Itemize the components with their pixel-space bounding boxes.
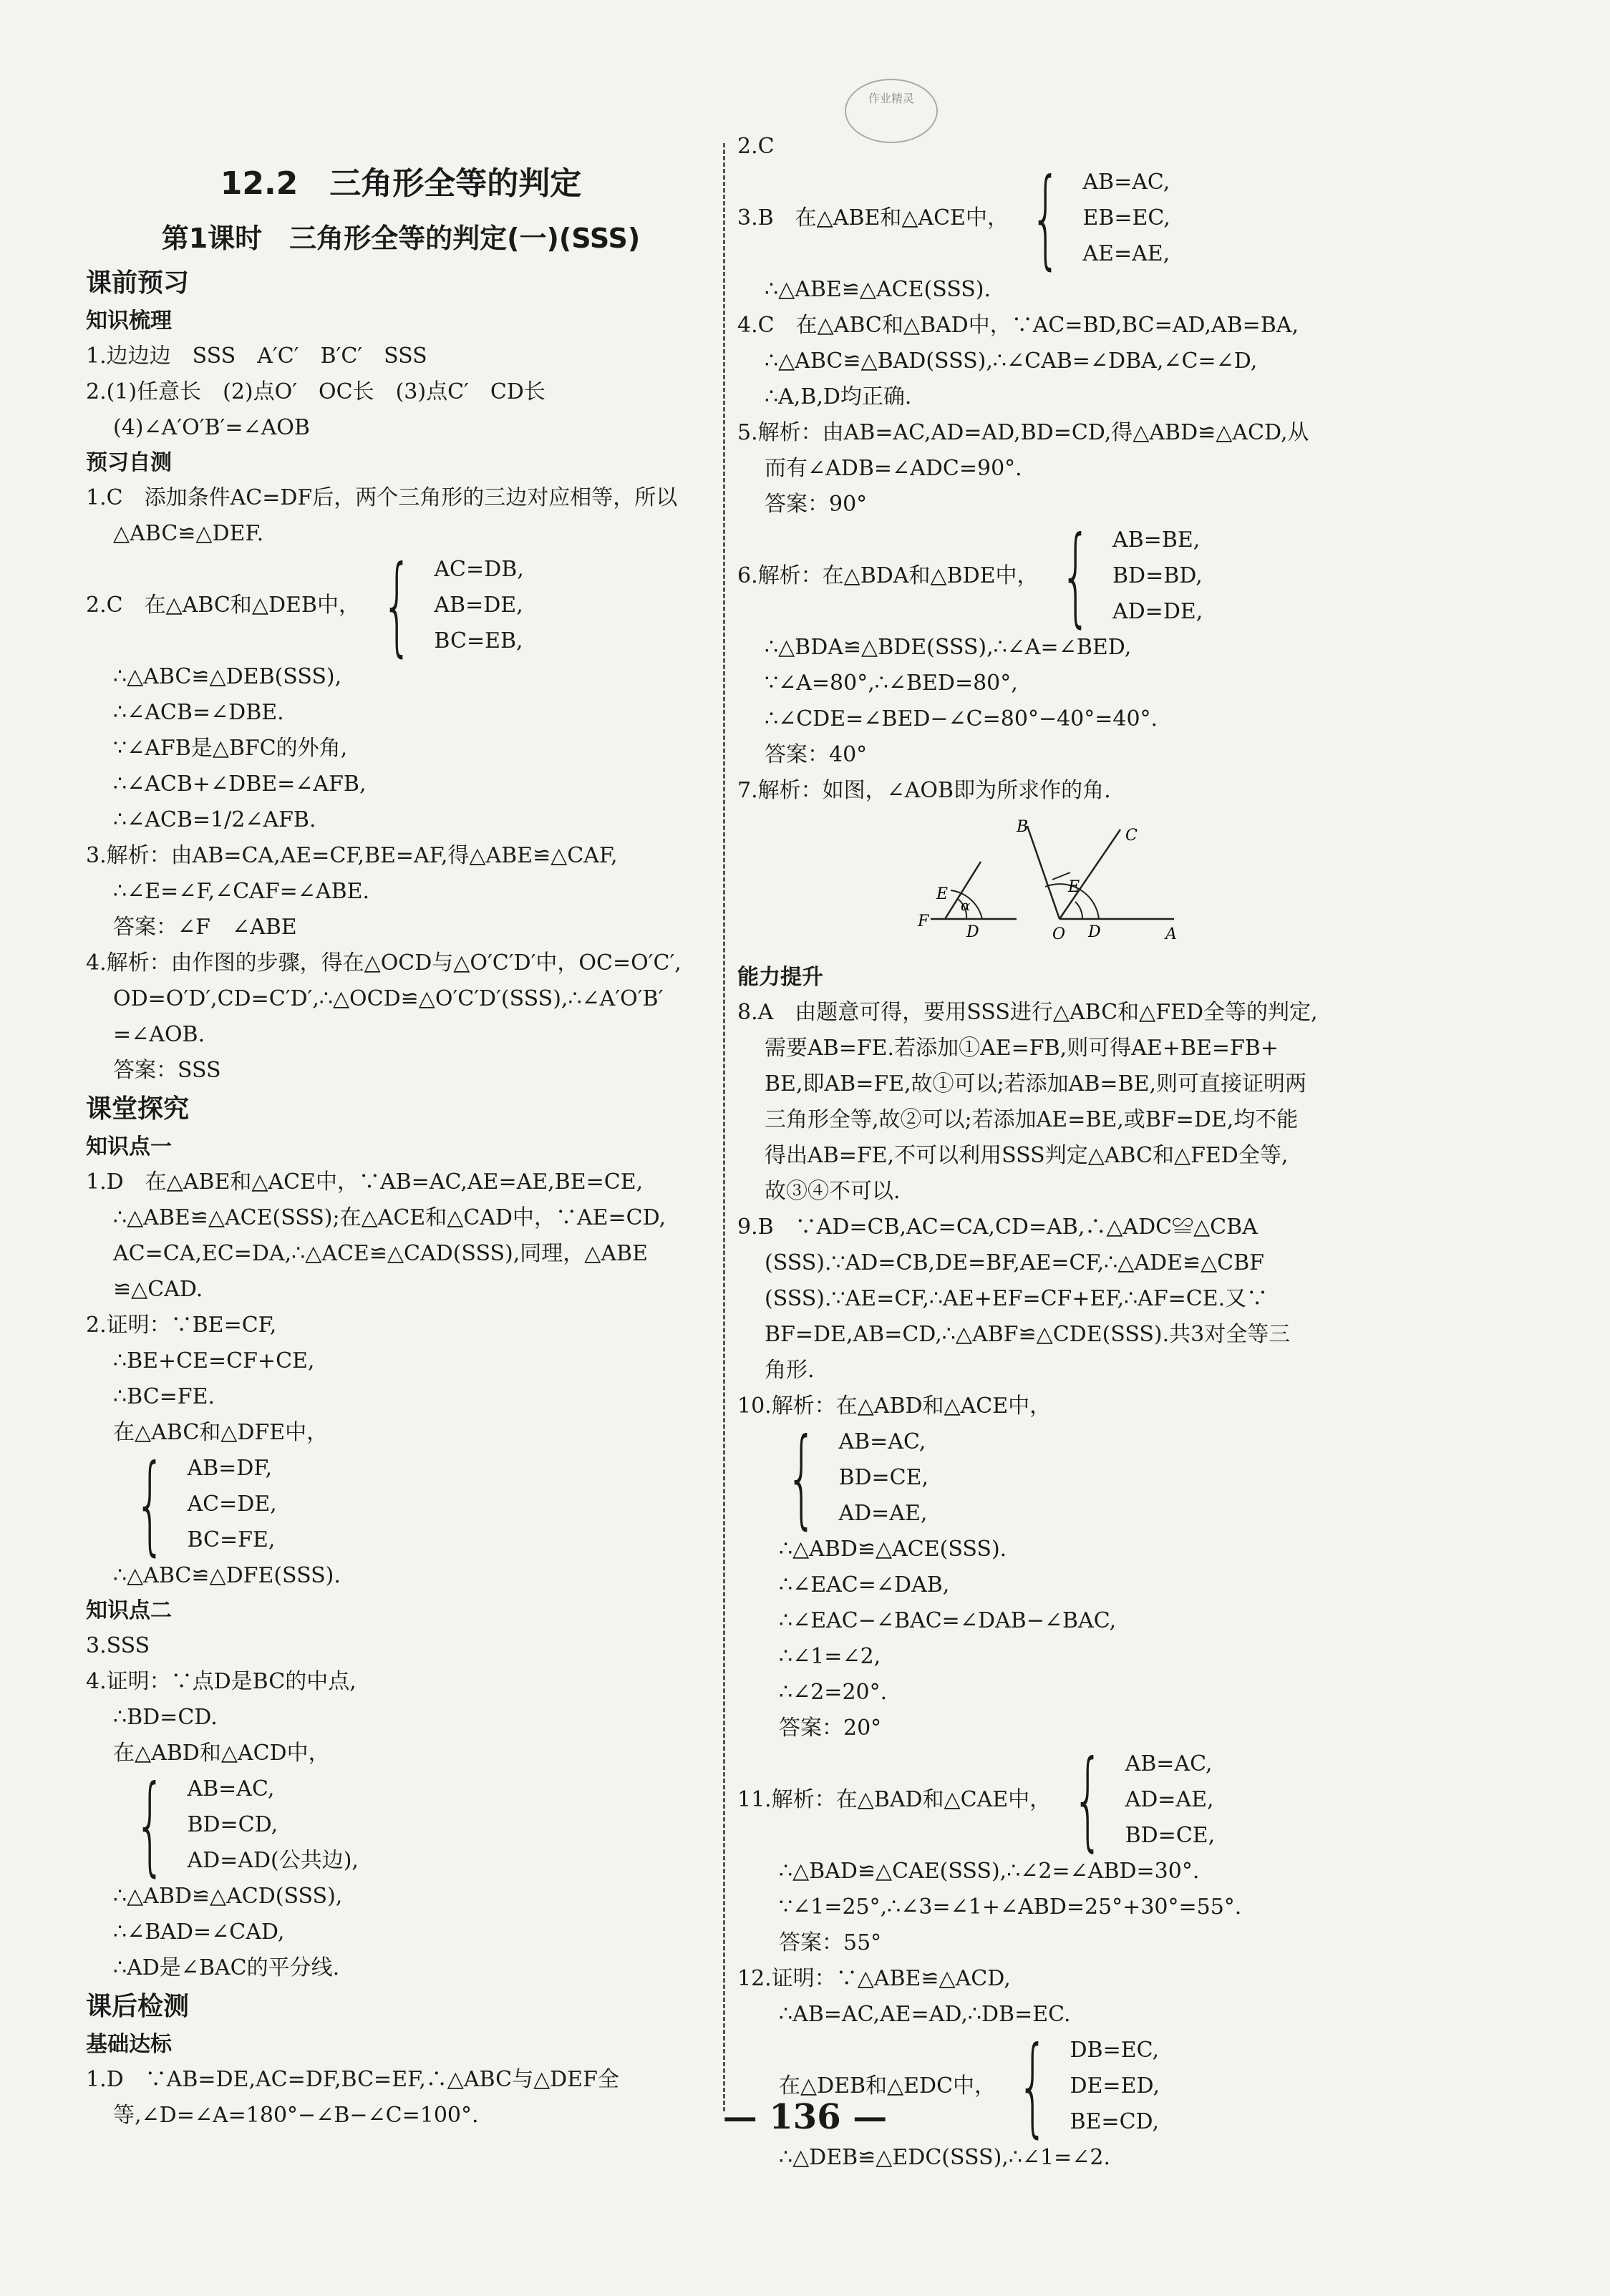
equation: BD=CE, [838, 1465, 929, 1490]
figure-line [1027, 826, 1059, 919]
figure-label: E [936, 885, 949, 903]
text-line: (4)∠A′O′B′=∠AOB [113, 415, 310, 440]
brace-icon: { [1030, 156, 1062, 281]
equation-system [86, 1763, 716, 1887]
figure-label: F [918, 913, 929, 930]
equation: AB=AC, [1082, 170, 1170, 195]
equation: BC=FE, [187, 1527, 276, 1552]
figure-label: C [1125, 827, 1138, 845]
text-line: ∴∠CDE=∠BED−∠C=80°−40°=40°. [765, 706, 1158, 731]
figure-label: O [1052, 925, 1066, 943]
text-line: 1.D ∵AB=DE,AC=DF,BC=EF,∴△ABC与△DEF全 [86, 2067, 619, 2092]
brace-icon: { [1059, 514, 1091, 638]
equation: AC=DB, [434, 557, 524, 582]
page-number: — 136 — [722, 2097, 888, 2137]
text-line: ∴△ABE≌△ACE(SSS). [765, 277, 991, 302]
text-line: BE,即AB=FE,故①可以;若添加AB=BE,则可直接证明两 [765, 1071, 1307, 1096]
text-line: 得出AB=FE,不可以利用SSS判定△ABC和△FED全等, [765, 1143, 1289, 1168]
column-divider [723, 143, 725, 2111]
text-line: 角形. [765, 1358, 815, 1383]
equation: DB=EC, [1070, 2038, 1160, 2063]
brace-icon: { [135, 1763, 166, 1887]
left-column [86, 129, 716, 2134]
text-line: ∴A,B,D均正确. [765, 384, 912, 409]
text-line: 1.C 添加条件AC=DF后，两个三角形的三边对应相等，所以 [86, 485, 678, 510]
text-line: 3.解析：由AB=CA,AE=CF,BE=AF,得△ABE≌△CAF, [86, 843, 618, 868]
equation-system [86, 543, 716, 668]
equation: AB=BE, [1112, 527, 1201, 553]
text-line: 12.证明：∵△ABE≌△ACD, [737, 1966, 1011, 1991]
text-line: 3.SSS [86, 1633, 150, 1658]
figure-label: D [966, 923, 979, 941]
equation-system [737, 514, 1453, 638]
figure-label: A [1165, 925, 1177, 943]
figure-line [1059, 830, 1120, 919]
text-line: ∴BD=CD. [113, 1705, 218, 1730]
text-line: 8.A 由题意可得，要用SSS进行△ABC和△FED全等的判定, [737, 1000, 1318, 1025]
equation: BD=CD, [187, 1812, 278, 1837]
heading-selftest: 预习自测 [86, 450, 172, 475]
text-line: (SSS).∵AE=CF,∴AE+EF=CF+EF,∴AF=CE.又∵ [765, 1286, 1269, 1311]
equation: AB=AC, [187, 1776, 275, 1801]
answer-line: 答案：∠F ∠ABE [113, 915, 297, 940]
equation: AD=AE, [1125, 1787, 1214, 1812]
text-line: 2.C 在△ABC和△DEB中， [86, 593, 360, 618]
equation-system [737, 156, 1453, 281]
text-line: △ABC≌△DEF. [113, 521, 264, 546]
watermark-stamp: 作业精灵 [845, 79, 938, 143]
text-line: ≌△CAD. [113, 1277, 203, 1302]
answer-line: 答案：SSS [113, 1058, 221, 1083]
text-line: 1.D 在△ABE和△ACE中，∵AB=AC,AE=AE,BE=CE, [86, 1169, 644, 1195]
figure-label: B [1017, 819, 1029, 836]
text-line: 5.解析：由AB=AC,AD=AD,BD=CD,得△ABD≌△ACD,从 [737, 420, 1309, 445]
text-line: ∴△BAD≌△CAE(SSS),∴∠2=∠ABD=30°. [779, 1859, 1200, 1884]
equation: BE=CD, [1070, 2109, 1160, 2134]
text-line: 2.证明：∵BE=CF, [86, 1313, 277, 1338]
equation-system [737, 1416, 1453, 1540]
brace-icon: { [382, 543, 413, 668]
text-line: 在△ABC和△DFE中， [113, 1420, 329, 1445]
text-line: 故③④不可以. [765, 1179, 901, 1204]
section-title: 12.2 三角形全等的判定 [220, 165, 582, 202]
brace-icon: { [135, 1442, 166, 1567]
right-column [737, 129, 1453, 2176]
figure-label: E [1068, 878, 1080, 896]
angle-construction-figure [916, 819, 1217, 948]
equation: AE=AE, [1082, 241, 1170, 266]
text-line: 6.解析：在△BDA和△BDE中， [737, 563, 1039, 588]
equation: DE=ED, [1070, 2073, 1160, 2098]
heading-kp2: 知识点二 [86, 1598, 172, 1623]
text-line: ∴BC=FE. [113, 1384, 215, 1409]
equation: BD=CE, [1125, 1823, 1216, 1848]
text-line: 而有∠ADB=∠ADC=90°. [765, 456, 1022, 481]
brace-icon: { [1017, 2024, 1049, 2149]
text-line: ∵∠1=25°,∴∠3=∠1+∠ABD=25°+30°=55°. [779, 1894, 1242, 1920]
answer-line: 答案：90° [765, 492, 868, 517]
answer-line: 答案：40° [765, 742, 868, 767]
text-line: OD=O′D′,CD=C′D′,∴△OCD≌△O′C′D′(SSS),∴∠A′O′B′ [113, 986, 664, 1011]
heading-class: 课堂探究 [86, 1094, 190, 1124]
heading-knowledge: 知识梳理 [86, 308, 172, 334]
text-line: ∴∠ACB=1/2∠AFB. [113, 807, 316, 832]
text-line: 等,∠D=∠A=180°−∠B−∠C=100°. [113, 2103, 479, 2128]
equation: BC=EB, [434, 628, 523, 653]
equation: AD=AE, [838, 1501, 928, 1526]
heading-kp1: 知识点一 [86, 1134, 172, 1159]
heading-ability: 能力提升 [737, 965, 823, 990]
heading-preview: 课前预习 [86, 268, 190, 298]
text-line: 三角形全等,故②可以;若添加AE=BE,或BF=DE,均不能 [765, 1107, 1299, 1132]
text-line: (SSS).∵AD=CB,DE=BF,AE=CF,∴△ADE≌△CBF [765, 1250, 1264, 1275]
text-line: ∴△ABC≌△BAD(SSS),∴∠CAB=∠DBA,∠C=∠D, [765, 349, 1258, 374]
text-line: ∴△ABC≌△DFE(SSS). [113, 1563, 341, 1588]
text-line: BF=DE,AB=CD,∴△ABF≌△CDE(SSS).共3对全等三 [765, 1322, 1291, 1347]
equation: AB=AC, [838, 1429, 926, 1454]
text-line: ∴AB=AC,AE=AD,∴DB=EC. [779, 2002, 1071, 2027]
text-line: ∴∠ACB+∠DBE=∠AFB, [113, 772, 367, 797]
text-line: ∴∠EAC=∠DAB, [779, 1572, 950, 1597]
text-line: 需要AB=FE.若添加①AE=FB,则可得AE+BE=FB+ [765, 1036, 1279, 1061]
text-line: ∴△ABD≌△ACE(SSS). [779, 1537, 1007, 1562]
equation-system [86, 1442, 716, 1567]
text-line: ∵∠AFB是△BFC的外角, [113, 736, 348, 761]
figure-label: α [961, 897, 971, 914]
heading-basic: 基础达标 [86, 2032, 172, 2057]
text-line: 10.解析：在△ABD和△ACE中， [737, 1393, 1052, 1419]
text-line: 2.(1)任意长 (2)点O′ OC长 (3)点C′ CD长 [86, 379, 545, 404]
text-line: ∴△BDA≌△BDE(SSS),∴∠A=∠BED, [765, 635, 1132, 660]
figure-arc [1075, 902, 1082, 919]
text-line: 4.解析：由作图的步骤，得在△OCD与△O′C′D′中，OC=O′C′, [86, 950, 682, 976]
text-line: ∴∠1=∠2, [779, 1644, 881, 1669]
text-line: 4.证明：∵点D是BC的中点, [86, 1669, 357, 1694]
equation: BD=BD, [1112, 563, 1203, 588]
text-line: ∴BE+CE=CF+CE, [113, 1348, 315, 1373]
text-line: AC=CA,EC=DA,∴△ACE≌△CAD(SSS),同理，△ABE [113, 1241, 648, 1266]
equation: AD=AD(公共边), [187, 1848, 359, 1873]
text-line: ∴∠BAD=∠CAD, [113, 1920, 285, 1945]
equation: AD=DE, [1112, 599, 1203, 624]
brace-icon: { [786, 1416, 818, 1540]
text-line: 7.解析：如图，∠AOB即为所求作的角. [737, 778, 1111, 803]
text-line: ∵∠A=80°,∴∠BED=80°, [765, 671, 1018, 696]
text-line: ∴△ABE≌△ACE(SSS);在△ACE和△CAD中，∵AE=CD, [113, 1205, 666, 1230]
lesson-title: 第1课时 三角形全等的判定(一)(SSS) [161, 223, 641, 254]
text-line: 9.B ∵AD=CB,AC=CA,CD=AB,∴△ADC≌△CBA [737, 1215, 1258, 1240]
heading-after: 课后检测 [86, 1992, 190, 2021]
text-line: ∴AD是∠BAC的平分线. [113, 1955, 340, 1980]
text-line: ∴∠EAC−∠BAC=∠DAB−∠BAC, [779, 1608, 1117, 1633]
equation: AB=DE, [434, 593, 523, 618]
equation: AB=AC, [1125, 1751, 1213, 1776]
text-line: ∴△DEB≌△EDC(SSS),∴∠1=∠2. [779, 2145, 1111, 2170]
answer-line: 答案：55° [779, 1930, 882, 1955]
answer-line: 答案：20° [779, 1716, 882, 1741]
text-line: ∴△ABC≌△DEB(SSS), [113, 664, 342, 689]
text-line: 在△ABD和△ACD中， [113, 1741, 330, 1766]
text-line: =∠AOB. [113, 1022, 205, 1047]
text-line: ∴△ABD≌△ACD(SSS), [113, 1884, 343, 1909]
equation: AB=DF, [187, 1456, 273, 1481]
text-line: 11.解析：在△BAD和△CAE中， [737, 1787, 1052, 1812]
text-line: ∴∠ACB=∠DBE. [113, 700, 284, 725]
figure-label: D [1088, 923, 1101, 941]
text-line: 2.C [737, 134, 775, 159]
text-line: ∴∠E=∠F,∠CAF=∠ABE. [113, 879, 370, 904]
equation: EB=EC, [1082, 205, 1170, 230]
brace-icon: { [1072, 1738, 1104, 1862]
text-line: ∴∠2=20°. [779, 1680, 888, 1705]
text-line: 1.边边边 SSS A′C′ B′C′ SSS [86, 344, 427, 369]
equation: AC=DE, [187, 1492, 277, 1517]
text-line: 3.B 在△ABE和△ACE中， [737, 205, 1009, 230]
text-line: 4.C 在△ABC和△BAD中，∵AC=BD,BC=AD,AB=BA, [737, 313, 1299, 338]
text-line: 在△DEB和△EDC中， [779, 2073, 996, 2098]
equation-system [737, 1738, 1453, 1862]
